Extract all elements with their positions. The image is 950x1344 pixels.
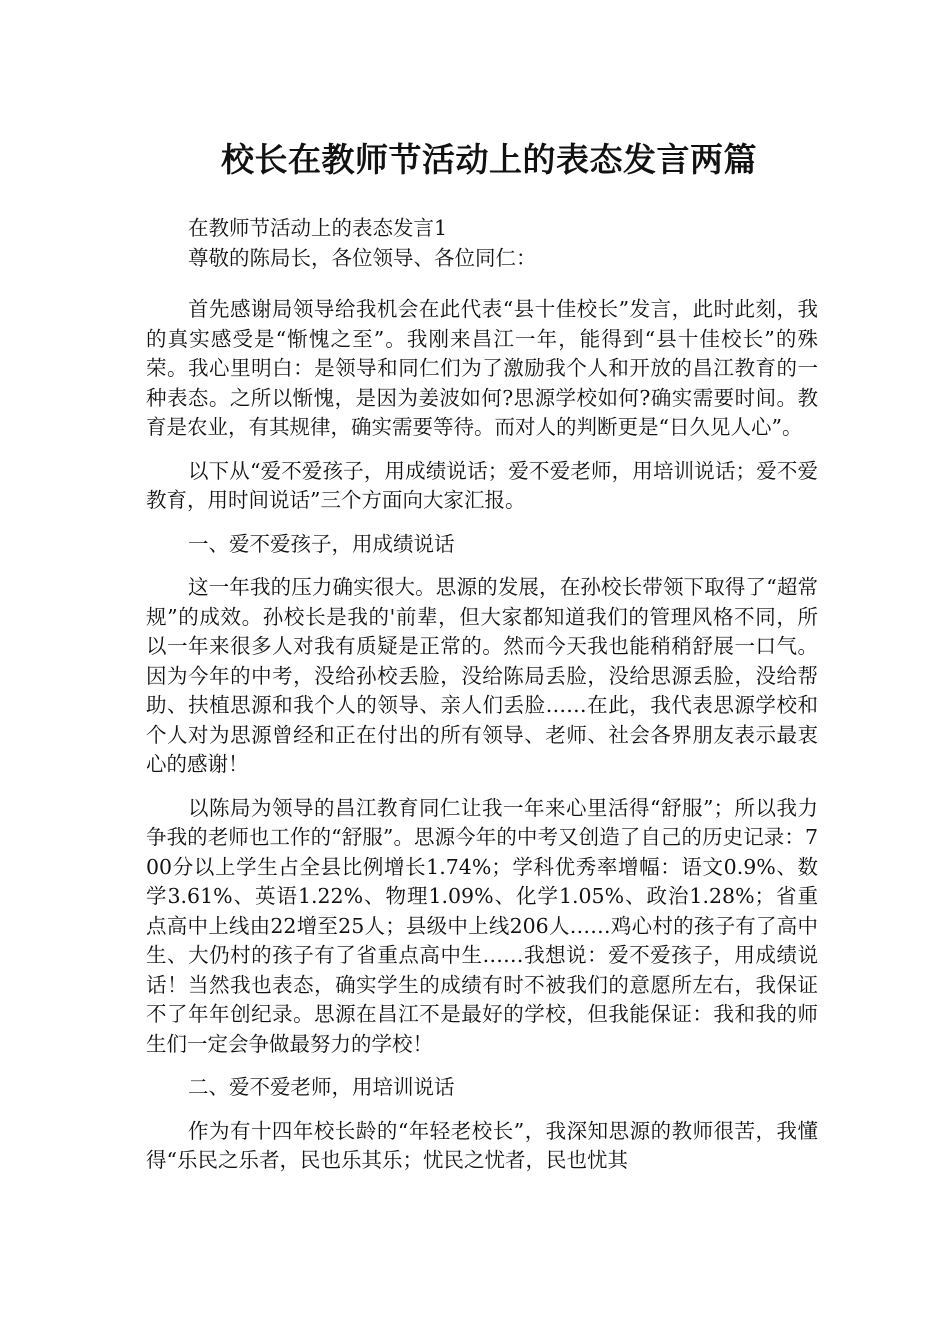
paragraph-section-2-body: 作为有十四年校长龄的“年轻老校长”，我深知思源的教师很苦，我懂得“乐民之乐者，民也乐其乐；忧民之忧者，民也忧其 (146, 1118, 818, 1172)
paragraph-opening: 首先感谢局领导给我机会在此代表“县十佳校长”发言，此时此刻，我的真实感受是“惭愧之至”。我刚来昌江一年，能得到“县十佳校长”的殊荣。我心里明白：是领导和同仁们为了激励我个人和开放的昌江教育的一种表态。之所以惭愧，是因为姜波如何?思源学校如何?确实需要时间。教育是农业，有其规律，确实需要等待。而对人的判断更是“日久见人心”。 (146, 297, 818, 439)
paragraph-section-1-results: 以陈局为领导的昌江教育同仁让我一年来心里活得“舒服”；所以我力争我的老师也工作的“舒服”。思源今年的中考又创造了自己的历史记录：700分以上学生占全县比例增长1.74%；学科优秀率增幅：语文0.9%、数学3.61%、英语1.22%、物理1.09%、化学1.05%、政治1.28%；省重点高中上线由22增至25人；县级中上线206人……鸡心村的孩子有了高中生、大仍村的孩子有了省重点高中生……我想说：爱不爱孩子，用成绩说话！当然我也表态，确实学生的成绩有时不被我们的意愿所左右，我保证不了年年创纪录。思源在昌江不是最好的学校，但我能保证：我和我的师生们一定会争做最努力的学校！ (146, 795, 818, 1056)
paragraph-subtitle: 在教师节活动上的表态发言1 (188, 216, 448, 240)
section-heading-2: 二、爱不爱老师，用培训说话 (188, 1075, 455, 1099)
paragraph-outline: 以下从“爱不爱孩子，用成绩说话；爱不爱老师，用培训说话；爱不爱教育，用时间说话”三个方面向大家汇报。 (146, 458, 818, 512)
document-title: 校长在教师节活动上的表态发言两篇 (221, 140, 757, 179)
paragraph-section-1-body: 这一年我的压力确实很大。思源的发展，在孙校长带领下取得了“超常规”的成效。孙校长是我的'前辈，但大家都知道我们的管理风格不同，所以一年来很多人对我有质疑是正常的。然而今天我也能稍稍舒展一口气。因为今年的中考，没给孙校丢脸，没给陈局丢脸，没给思源丢脸，没给帮助、扶植思源和我个人的领导、亲人们丢脸……在此，我代表思源学校和个人对为思源曾经和正在付出的所有领导、老师、社会各界朋友表示最衷心的感谢！ (146, 575, 818, 776)
section-heading-1: 一、爱不爱孩子，用成绩说话 (188, 531, 455, 556)
paragraph-salutation: 尊敬的陈局长，各位领导、各位同仁： (188, 245, 537, 270)
